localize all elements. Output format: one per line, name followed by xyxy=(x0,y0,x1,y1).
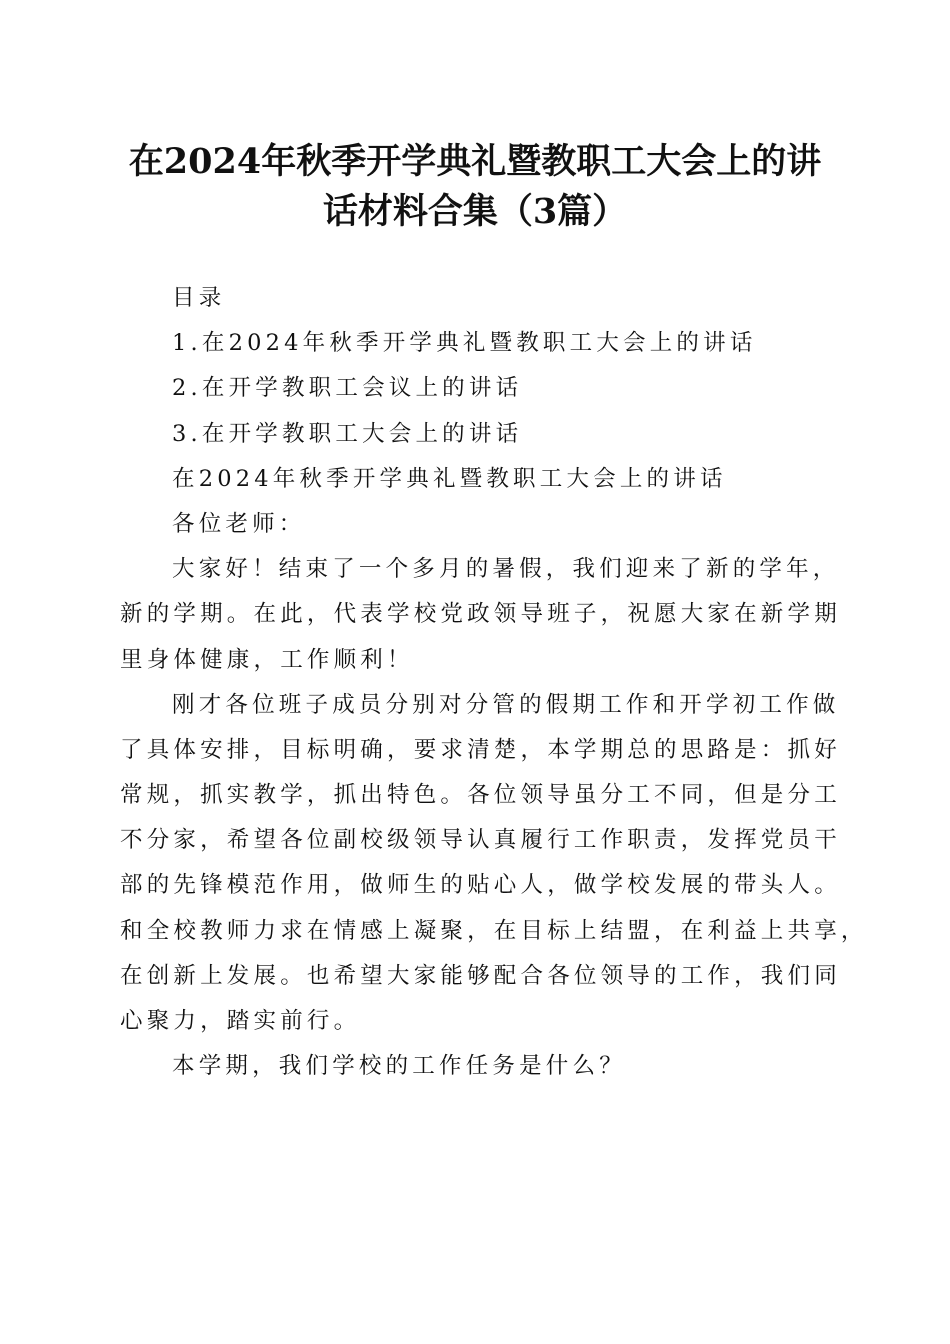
document-title xyxy=(100,137,850,237)
salutation: 各位老师： xyxy=(172,510,306,537)
document-body xyxy=(120,276,868,1089)
paragraph-line: 大家好！结束了一个多月的暑假，我们迎来了新的学年， xyxy=(172,556,840,583)
paragraph-line: 心聚力，踏实前行。 xyxy=(120,1008,361,1034)
toc-item-1: 1.在2024年秋季开学典礼暨教职工大会上的讲话 xyxy=(172,330,757,357)
paragraph-line: 不分家，希望各位副校级领导认真履行工作职责，发挥党员干 xyxy=(120,827,841,854)
paragraph-line: 和全校教师力求在情感上凝聚，在目标上结盟，在利益上共享， xyxy=(120,917,868,944)
paragraph-line: 在创新上发展。也希望大家能够配合各位领导的工作，我们同 xyxy=(120,962,841,989)
toc-heading: 目录 xyxy=(172,285,226,311)
title-line-1: 在2024年秋季开学典礼暨教职工大会上的讲 xyxy=(128,141,822,182)
paragraph-line: 常规，抓实教学，抓出特色。各位领导虽分工不同，但是分工 xyxy=(120,782,841,809)
paragraph-line: 了具体安排，目标明确，要求清楚，本学期总的思路是：抓好 xyxy=(120,736,841,763)
paragraph-line: 刚才各位班子成员分别对分管的假期工作和开学初工作做 xyxy=(172,691,840,718)
toc-item-2: 2.在开学教职工会议上的讲话 xyxy=(172,375,523,402)
paragraph-3: 本学期，我们学校的工作任务是什么？ xyxy=(172,1053,626,1080)
section-title: 在2024年秋季开学典礼暨教职工大会上的讲话 xyxy=(172,465,727,492)
paragraph-line: 里身体健康，工作顺利！ xyxy=(120,646,414,673)
paragraph-line: 部的先锋模范作用，做师生的贴心人，做学校发展的带头人。 xyxy=(120,872,841,899)
paragraph-line: 新的学期。在此，代表学校党政领导班子，祝愿大家在新学期 xyxy=(120,601,841,628)
paragraph-1 xyxy=(120,547,841,683)
toc-item-3: 3.在开学教职工大会上的讲话 xyxy=(172,420,523,447)
title-line-2: 话材料合集（3篇） xyxy=(322,191,628,232)
paragraph-2 xyxy=(120,683,868,1045)
